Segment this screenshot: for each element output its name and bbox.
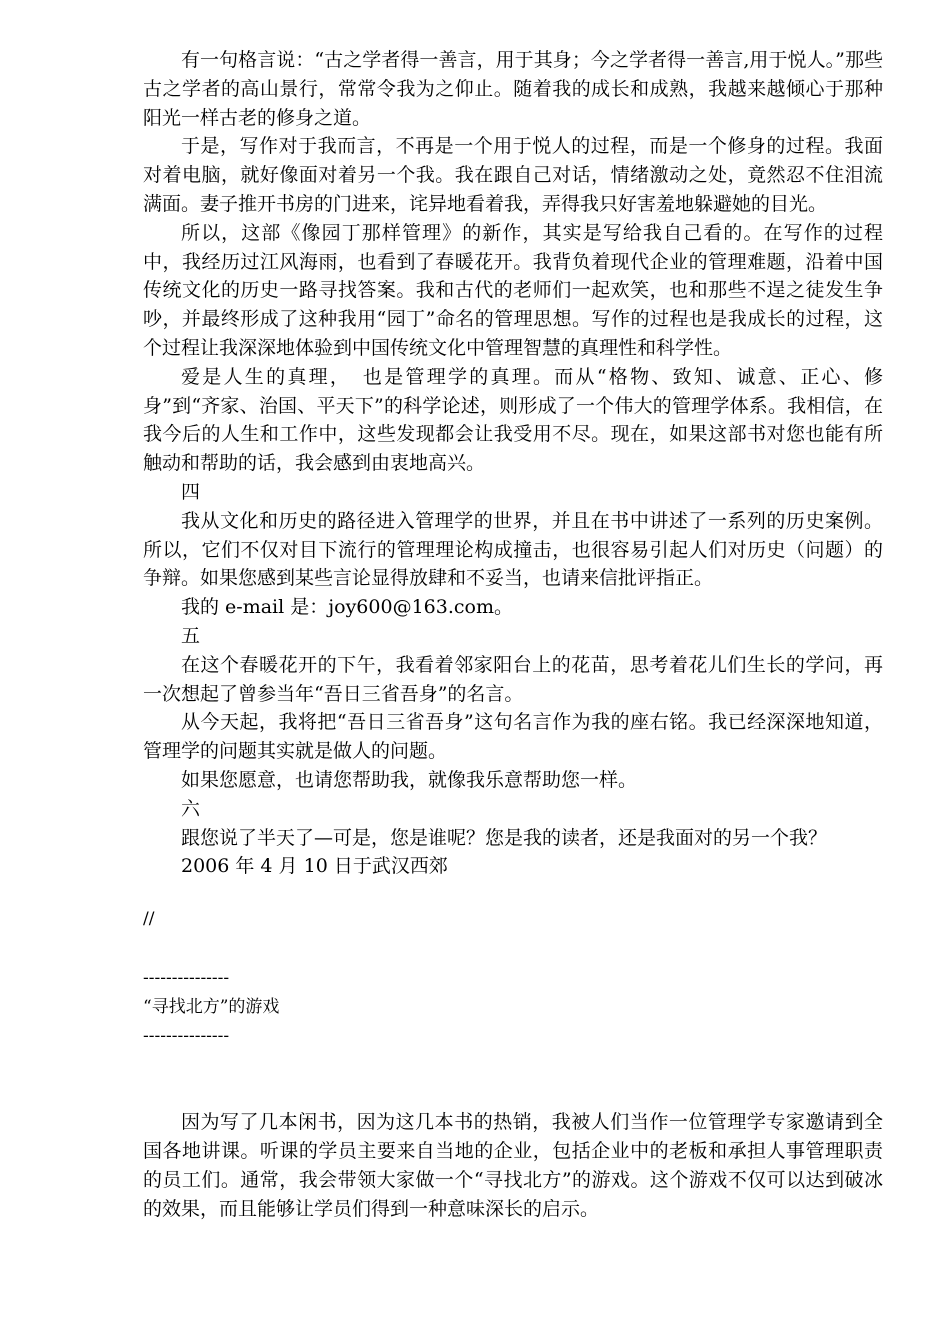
section-title: “寻找北方”的游戏 [143, 996, 280, 1017]
paragraph-new-book: 所以，这部《像园丁那样管理》的新作，其实是写给我自己看的。在写作的过程中，我经历过江风海雨，也看到了春暖花开。我背负着现代企业的管理难题，沿着中国传统文化的历史一路寻找答案。我和古代的老师们一起欢笑，也和那些不逞之徒发生争吵，并最终形成了这种我用“园丁”命名的管理思想。写作的过程也是我成长的过程，这个过程让我深深地体验到中国传统文化中管理智慧的真理性和科学性。 [143, 221, 883, 359]
paragraph-love-truth: 爱是人生的真理， 也是管理学的真理。而从“格物、致知、诚意、正心、修身”到“齐家、治国、平天下”的科学论述，则形成了一个伟大的管理学体系。我相信，在我今后的人生和工作中，这些发现都会让我受用不尽。现在，如果这部书对您也能有所触动和帮助的话，我会感到由衷地高兴。 [143, 365, 883, 475]
section-number-four: 四 [181, 480, 201, 503]
document-page [143, 46, 883, 1223]
paragraph-motto: 从今天起，我将把“吾日三省吾身”这句名言作为我的座右铭。我已经深深地知道，管理学的问题其实就是做人的问题。 [143, 711, 883, 763]
section-number-five: 五 [181, 624, 201, 647]
paragraph-history-path: 我从文化和历史的路径进入管理学的世界，并且在书中讲述了一系列的历史案例。所以，它们不仅对目下流行的管理理论构成撞击，也很容易引起人们对历史（问题）的争辩。如果您感到某些言论显得放肆和不妥当，也请来信批评指正。 [143, 509, 883, 590]
signature-date: 2006 年 4 月 10 日于武汉西郊 [181, 855, 448, 878]
email-line: 我的 e-mail 是：joy600@163.com。 [181, 596, 513, 619]
paragraph-help-request: 如果您愿意，也请您帮助我，就像我乐意帮助您一样。 [181, 768, 638, 791]
paragraph-writing-as-cultivation: 于是，写作对于我而言，不再是一个用于悦人的过程，而是一个修身的过程。我面对着电脑，就好像面对着另一个我。我在跟自己对话，情绪激动之处，竟然忍不住泪流满面。妻子推开书房的门进来，诧异地看着我，弄得我只好害羞地躲避她的目光。 [143, 135, 883, 215]
paragraph-find-north-game: 因为写了几本闲书，因为这几本书的热销，我被人们当作一位管理学专家邀请到全国各地讲课。听课的学员主要来自当地的企业，包括企业中的老板和承担人事管理职责的员工们。通常，我会带领大家做一个“寻找北方”的游戏。这个游戏不仅可以达到破冰的效果，而且能够让学员们得到一种意味深长的启示。 [143, 1111, 883, 1220]
spacer [143, 881, 883, 905]
paragraph-maxim: 有一句格言说：“古之学者得一善言，用于其身；今之学者得一善言,用于悦人。”那些古之学者的高山景行，常常令我为之仰止。随着我的成长和成熟，我越来越倾心于那种阳光一样古老的修身之道。 [143, 49, 883, 129]
section-number-six: 六 [181, 797, 201, 820]
paragraph-spring-afternoon: 在这个春暖花开的下午，我看着邻家阳台上的花苗，思考着花儿们生长的学问，再一次想起了曾参当年“吾日三省吾身”的名言。 [143, 653, 883, 705]
section-rule-bottom: --------------- [143, 1025, 230, 1046]
spacer [143, 934, 883, 964]
separator-mark: // [143, 909, 155, 930]
spacer [143, 1050, 883, 1108]
paragraph-who-are-you: 跟您说了半天了—可是，您是谁呢？您是我的读者，还是我面对的另一个我？ [181, 826, 828, 849]
section-rule-top: --------------- [143, 967, 230, 988]
